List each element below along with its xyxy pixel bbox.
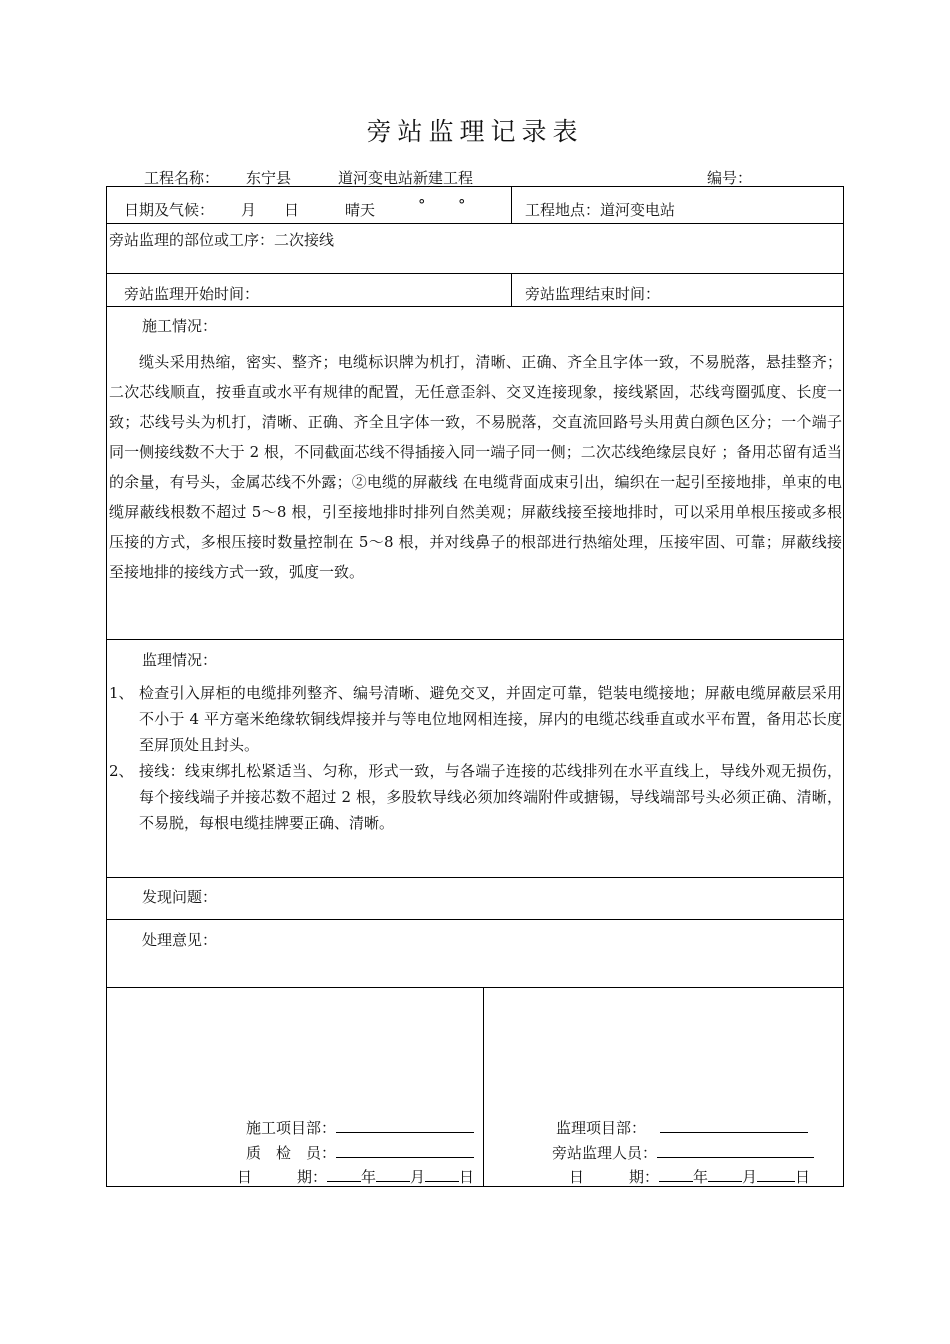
row-divider — [107, 306, 843, 307]
construction-dept-label: 施工项目部： — [246, 1119, 337, 1137]
site-supervisor-sign — [552, 1142, 814, 1163]
row-divider — [107, 639, 843, 640]
day-label: 日 — [795, 1168, 811, 1186]
row-divider — [107, 223, 843, 224]
supervision-label: 监理情况： — [142, 651, 218, 669]
start-time-label: 旁站监理开始时间： — [124, 285, 260, 303]
supervision-item — [109, 680, 842, 758]
project-name-label: 工程名称： — [144, 169, 220, 187]
item-number: 2、 — [109, 762, 134, 780]
year-field[interactable] — [659, 1167, 693, 1182]
supervision-date-sign — [569, 1166, 810, 1187]
year-label: 年 — [361, 1168, 377, 1186]
construction-label: 施工情况： — [142, 317, 218, 335]
number-label: 编号： — [707, 169, 753, 187]
item-number: 1、 — [109, 684, 134, 702]
item-text: 接线：线束绑扎松紧适当、匀称，形式一致，与各端子连接的芯线排列在水平直线上，导线外观无损伤，每个接线端子并接芯数不超过 2 根，多股软导线必须加终端附件或搪锡，导线端部号头必须正确、清晰，不易脱，每根电缆挂牌要正确、清晰。 — [139, 762, 842, 832]
page-title: 旁站监理记录表 — [366, 117, 584, 146]
project-location: 工程地点：道河变电站 — [525, 201, 676, 219]
column-divider — [511, 273, 512, 306]
supervised-part-label: 旁站监理的部位或工序：二次接线 — [109, 231, 335, 249]
year-field[interactable] — [327, 1167, 361, 1182]
day-label: 日 — [459, 1168, 475, 1186]
supervision-date-label: 日 期： — [569, 1168, 660, 1186]
day-field[interactable] — [425, 1167, 459, 1182]
quality-inspector-field[interactable] — [336, 1143, 474, 1158]
quality-inspector-sign — [246, 1142, 474, 1163]
temp-degree-1: ° — [418, 196, 426, 214]
record-table — [106, 186, 844, 1187]
weather-value[interactable]: 晴天 — [345, 201, 376, 219]
supervision-dept-field[interactable] — [660, 1118, 808, 1133]
problems-label: 发现问题： — [142, 888, 218, 906]
construction-dept-field[interactable] — [336, 1118, 474, 1133]
site-supervisor-field[interactable] — [657, 1143, 814, 1158]
temp-degree-2: ° — [458, 196, 466, 214]
row-divider — [107, 877, 843, 878]
opinion-label: 处理意见： — [142, 931, 218, 949]
site-supervisor-label: 旁站监理人员： — [552, 1144, 658, 1162]
supervision-dept-label: 监理项目部： — [556, 1119, 647, 1137]
year-label: 年 — [693, 1168, 709, 1186]
project-name-value[interactable]: 道河变电站新建工程 — [338, 169, 474, 187]
quality-inspector-label: 质 检 员： — [246, 1144, 337, 1162]
month-label: 月 — [410, 1168, 426, 1186]
row-divider — [107, 987, 843, 988]
date-weather-label: 日期及气候： — [124, 201, 215, 219]
item-text: 检查引入屏柜的电缆排列整齐、编号清晰、避免交叉，并固定可靠，铠装电缆接地；屏蔽电缆屏蔽层采用不小于 4 平方毫米绝缘软铜线焊接并与等电位地网相连接，屏内的电缆芯线垂直或水平布置，备用芯长度至屏顶处且封头。 — [139, 684, 842, 754]
month-field[interactable] — [708, 1167, 742, 1182]
end-time-label: 旁站监理结束时间： — [525, 285, 661, 303]
construction-dept-sign — [246, 1117, 474, 1138]
column-divider — [511, 187, 512, 223]
supervision-item — [109, 758, 842, 836]
row-divider — [107, 273, 843, 274]
county-value[interactable]: 东宁县 — [246, 169, 292, 187]
month-label: 月 — [742, 1168, 758, 1186]
supervision-dept-sign — [556, 1117, 808, 1138]
column-divider — [483, 987, 484, 1187]
construction-date-label: 日 期： — [237, 1168, 328, 1186]
construction-date-sign — [237, 1166, 474, 1187]
construction-text: 缆头采用热缩，密实、整齐；电缆标识牌为机打，清晰、正确、齐全且字体一致，不易脱落，悬挂整齐；二次芯线顺直，按垂直或水平有规律的配置，无任意歪斜、交叉连接现象，接线紧固，芯线弯圈弧度、长度一致；芯线号头为机打，清晰、正确、齐全且字体一致，不易脱落，交直流回路号头用黄白颜色区分；一个端子同一侧接线数不大于 2 根，不同截面芯线不得插接入同一端子同一侧；二次芯线绝缘层良好 ；备用芯留有适当的余量，有号头，金属芯线不外露；②电缆的屏蔽线 在电缆背面成束引出，编织在一起引至接地排，单束的电缆屏蔽线根数不超过 5～8 根，引至接地排时排列自然美观；屏蔽线接至接地排时，可以采用单根压接或多根压接的方式，多根压接时数量控制在 5～8 根，并对线鼻子的根部进行热缩处理，压接牢固、可靠；屏蔽线接至接地排的接线方式一致，弧度一致。 — [109, 353, 842, 581]
date-day[interactable]: 日 — [284, 201, 300, 219]
day-field[interactable] — [757, 1167, 795, 1182]
month-field[interactable] — [376, 1167, 410, 1182]
date-month[interactable]: 月 — [241, 201, 257, 219]
row-divider — [107, 919, 843, 920]
